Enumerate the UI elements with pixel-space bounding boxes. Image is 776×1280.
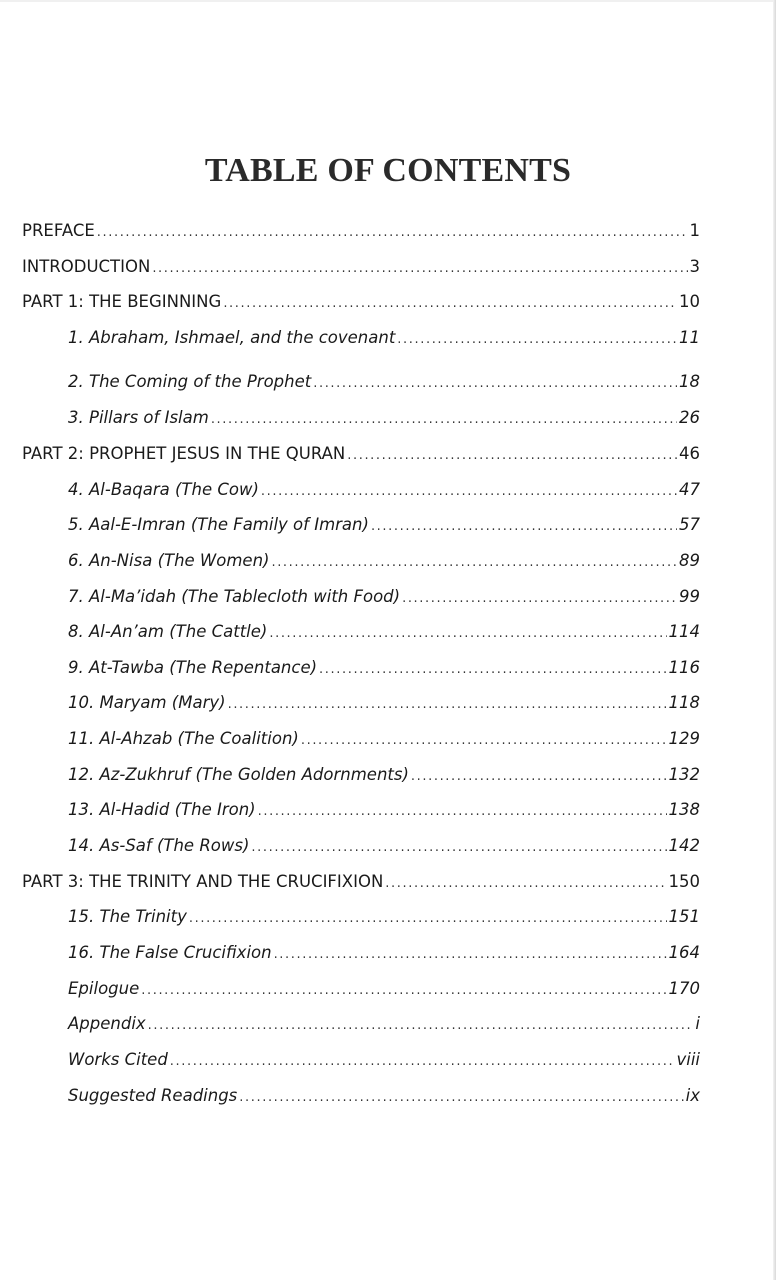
toc-entry-page: 138 bbox=[668, 800, 700, 819]
dot-leader bbox=[97, 220, 688, 246]
toc-entry-page: 3 bbox=[689, 257, 700, 276]
toc-entry-preface[interactable] bbox=[22, 218, 700, 244]
dot-leader bbox=[228, 692, 667, 718]
toc-entry-appendix[interactable] bbox=[68, 1011, 700, 1037]
toc-entry-chapter-4[interactable] bbox=[68, 477, 700, 503]
toc-entry-chapter-11[interactable] bbox=[68, 726, 700, 752]
toc-entry-page: 1 bbox=[689, 221, 700, 240]
toc-entry-page: 57 bbox=[679, 515, 700, 534]
dot-leader bbox=[301, 728, 667, 754]
toc-entry-label: INTRODUCTION bbox=[22, 257, 151, 276]
toc-entry-part-3[interactable] bbox=[22, 869, 700, 895]
toc-entry-label: 13. Al-Hadid (The Iron) bbox=[68, 800, 256, 819]
toc-entry-chapter-2[interactable] bbox=[68, 369, 700, 395]
toc-entry-epilogue[interactable] bbox=[68, 976, 700, 1002]
toc-entry-page: 129 bbox=[668, 729, 700, 748]
dot-leader bbox=[371, 514, 677, 540]
toc-entry-label: 3. Pillars of Islam bbox=[68, 408, 209, 427]
dot-leader bbox=[385, 871, 666, 897]
dot-leader bbox=[239, 1085, 683, 1111]
dot-leader bbox=[189, 906, 667, 932]
dot-leader bbox=[347, 443, 677, 469]
toc-entry-page: 89 bbox=[679, 551, 700, 570]
toc-entry-label: 16. The False Crucifixion bbox=[68, 943, 272, 962]
toc-entry-label: 7. Al-Ma’idah (The Tablecloth with Food) bbox=[68, 587, 401, 606]
toc-entry-chapter-10[interactable] bbox=[68, 690, 700, 716]
toc-entry-chapter-6[interactable] bbox=[68, 548, 700, 574]
toc-entry-page: 18 bbox=[679, 372, 700, 391]
toc-entry-label: Appendix bbox=[68, 1014, 146, 1033]
toc-entry-chapter-1[interactable] bbox=[68, 325, 700, 351]
dot-leader bbox=[148, 1013, 694, 1039]
toc-entry-page: ix bbox=[685, 1086, 700, 1105]
toc-entry-page: 10 bbox=[679, 292, 700, 311]
toc-entry-label: 1. Abraham, Ishmael, and the covenant bbox=[68, 328, 396, 347]
toc-entry-label: 11. Al-Ahzab (The Coalition) bbox=[68, 729, 299, 748]
toc-entry-works-cited[interactable] bbox=[68, 1047, 700, 1073]
toc-entry-label: 8. Al-An’am (The Cattle) bbox=[68, 622, 268, 641]
toc-entry-page: 116 bbox=[668, 658, 700, 677]
toc-entry-chapter-5[interactable] bbox=[68, 512, 700, 538]
dot-leader bbox=[319, 657, 666, 683]
toc-entry-chapter-12[interactable] bbox=[68, 762, 700, 788]
toc-entry-label: PART 1: THE BEGINNING bbox=[22, 292, 222, 311]
toc-entry-label: 10. Maryam (Mary) bbox=[68, 693, 226, 712]
toc-entry-page: 47 bbox=[679, 480, 700, 499]
dot-leader bbox=[261, 479, 677, 505]
toc-entry-chapter-15[interactable] bbox=[68, 904, 700, 930]
toc-entry-label: 9. At-Tawba (The Repentance) bbox=[68, 658, 318, 677]
toc-entry-page: 170 bbox=[668, 979, 700, 998]
toc-entry-chapter-13[interactable] bbox=[68, 797, 700, 823]
dot-leader bbox=[223, 291, 677, 317]
dot-leader bbox=[313, 371, 677, 397]
toc-entry-page: 150 bbox=[668, 872, 700, 891]
toc-entry-page: 151 bbox=[668, 907, 700, 926]
toc-entry-suggested-readings[interactable] bbox=[68, 1083, 700, 1109]
dot-leader bbox=[274, 942, 667, 968]
toc-entry-chapter-7[interactable] bbox=[68, 584, 700, 610]
toc-entry-page: 11 bbox=[679, 328, 700, 347]
toc-entry-page: i bbox=[695, 1014, 700, 1033]
dot-leader bbox=[411, 764, 667, 790]
toc-entry-page: 99 bbox=[679, 587, 700, 606]
toc-entry-page: viii bbox=[676, 1050, 700, 1069]
toc-entry-label: PREFACE bbox=[22, 221, 95, 240]
toc-entry-label: 14. As-Saf (The Rows) bbox=[68, 836, 250, 855]
dot-leader bbox=[251, 835, 666, 861]
toc-entry-part-2[interactable] bbox=[22, 441, 700, 467]
page-title: TABLE OF CONTENTS bbox=[204, 152, 572, 189]
dot-leader bbox=[170, 1049, 675, 1075]
toc-entry-part-1[interactable] bbox=[22, 289, 700, 315]
toc-entry-chapter-16[interactable] bbox=[68, 940, 700, 966]
toc-entry-chapter-9[interactable] bbox=[68, 655, 700, 681]
toc-entry-introduction[interactable] bbox=[22, 254, 700, 280]
toc-entry-chapter-8[interactable] bbox=[68, 619, 700, 645]
toc-entry-label: 6. An-Nisa (The Women) bbox=[68, 551, 270, 570]
toc-entry-label: 4. Al-Baqara (The Cow) bbox=[68, 480, 259, 499]
toc-entry-label: 15. The Trinity bbox=[68, 907, 187, 926]
dot-leader bbox=[152, 256, 687, 282]
toc-entry-page: 142 bbox=[668, 836, 700, 855]
toc-entry-label: 2. The Coming of the Prophet bbox=[68, 372, 312, 391]
dot-leader bbox=[141, 978, 666, 1004]
dot-leader bbox=[402, 586, 677, 612]
toc-entry-label: Epilogue bbox=[68, 979, 140, 998]
toc-entry-page: 118 bbox=[668, 693, 700, 712]
dot-leader bbox=[211, 407, 677, 433]
toc-entry-label: Suggested Readings bbox=[68, 1086, 238, 1105]
toc-entry-label: PART 3: THE TRINITY AND THE CRUCIFIXION bbox=[22, 872, 384, 891]
toc-entry-page: 132 bbox=[668, 765, 700, 784]
dot-leader bbox=[271, 550, 677, 576]
toc-entry-page: 164 bbox=[668, 943, 700, 962]
dot-leader bbox=[269, 621, 666, 647]
toc-entry-label: Works Cited bbox=[68, 1050, 168, 1069]
toc-entry-page: 114 bbox=[668, 622, 700, 641]
toc-entry-chapter-14[interactable] bbox=[68, 833, 700, 859]
toc-entry-chapter-3[interactable] bbox=[68, 405, 700, 431]
toc-entry-label: 5. Aal-E-Imran (The Family of Imran) bbox=[68, 515, 369, 534]
dot-leader bbox=[397, 327, 677, 353]
toc-entry-page: 26 bbox=[679, 408, 700, 427]
toc-entry-label: 12. Az-Zukhruf (The Golden Adornments) bbox=[68, 765, 409, 784]
dot-leader bbox=[258, 799, 667, 825]
toc-entry-page: 46 bbox=[679, 444, 700, 463]
toc-entry-label: PART 2: PROPHET JESUS IN THE QURAN bbox=[22, 444, 346, 463]
